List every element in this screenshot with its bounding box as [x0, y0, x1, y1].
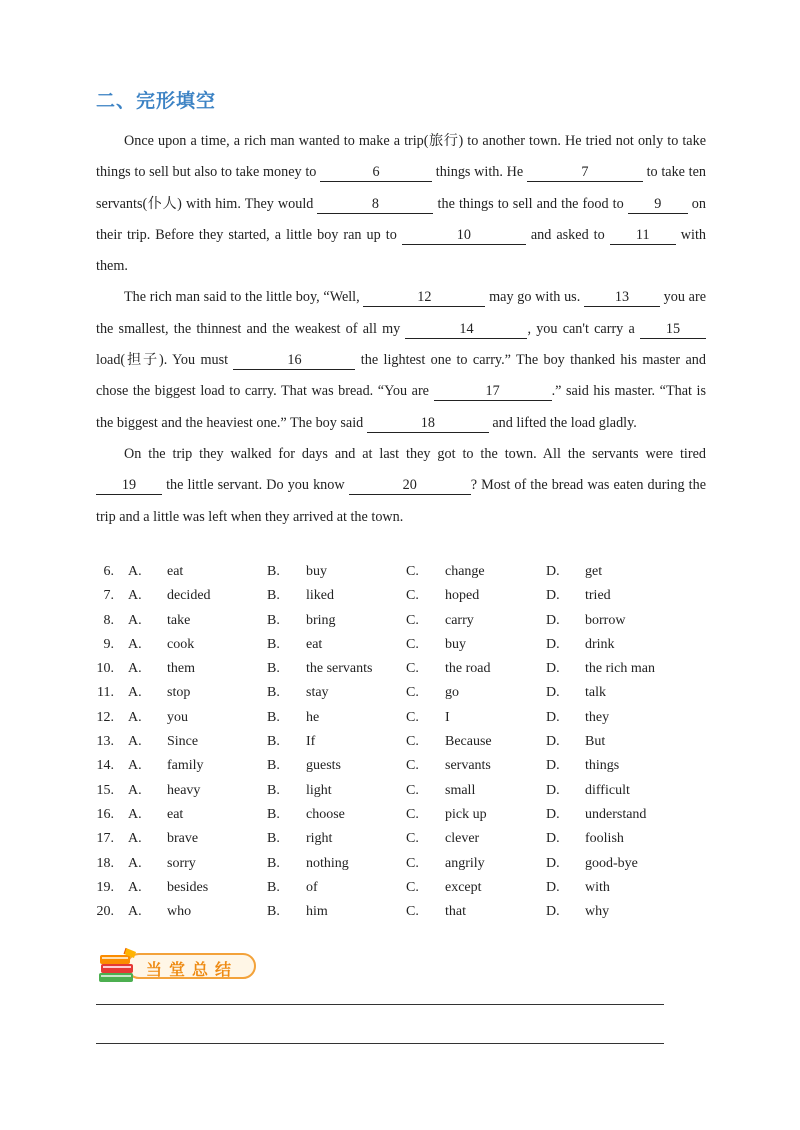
option-letter-b: B. [267, 879, 280, 895]
option-row [96, 900, 716, 924]
option-c[interactable]: I [445, 709, 450, 725]
question-number: 12. [96, 709, 114, 725]
option-letter-d: D. [546, 855, 560, 871]
option-letter-b: B. [267, 806, 280, 822]
option-c[interactable]: that [445, 904, 466, 920]
option-letter-c: C. [406, 782, 419, 798]
option-row [96, 779, 716, 803]
option-b[interactable]: nothing [306, 855, 349, 871]
option-letter-d: D. [546, 636, 560, 652]
passage-paragraph-3: On the trip they walked for days and at last they got to the town. All the servants were tired 19 the little servant. Do you know 20 ? Most of the bread was eaten during the trip and a little was left when they arrived at the town. [96, 445, 706, 525]
option-letter-b: B. [267, 758, 280, 774]
option-c[interactable]: angrily [445, 855, 485, 871]
option-letter-c: C. [406, 564, 419, 579]
option-a[interactable]: who [167, 904, 192, 920]
question-number: 20. [96, 904, 114, 920]
option-row [96, 827, 716, 851]
option-a[interactable]: stop [167, 685, 191, 701]
option-d[interactable]: why [585, 904, 610, 920]
option-letter-b: B. [267, 564, 280, 579]
option-row [96, 657, 716, 681]
option-letter-b: B. [267, 831, 280, 847]
option-letter-d: D. [546, 564, 560, 579]
option-c[interactable]: hoped [445, 588, 480, 604]
question-number: 16. [96, 806, 114, 822]
passage-paragraph-2: The rich man said to the little boy, “Well, 12 may go with us. 13 you are the smallest, the thinnest and the weakest of all my 14 , you can't carry a 15 load(担子). You must 16 the lightest one to carry.” The boy thanked his master and chose the biggest load to carry. That was bread. “You are 17 .” said his master. “That is the biggest and the heaviest one.” The boy said 18 and lifted the load gladly. [96, 289, 706, 431]
option-letter-a: A. [128, 612, 142, 628]
option-row [96, 681, 716, 705]
option-letter-a: A. [128, 806, 142, 822]
option-letter-a: A. [128, 782, 142, 798]
summary-header [96, 946, 266, 986]
option-letter-d: D. [546, 588, 560, 604]
option-letter-d: D. [546, 685, 560, 701]
option-a[interactable]: eat [167, 806, 184, 822]
option-letter-b: B. [267, 904, 280, 920]
blank-19[interactable]: 19 [96, 476, 162, 495]
option-c[interactable]: small [445, 782, 476, 798]
option-letter-c: C. [406, 734, 419, 750]
option-d[interactable]: tried [585, 588, 611, 604]
option-a[interactable]: Since [167, 734, 199, 750]
option-letter-a: A. [128, 588, 142, 604]
option-a[interactable]: you [167, 709, 188, 725]
option-b[interactable]: of [306, 879, 318, 895]
option-letter-d: D. [546, 661, 560, 677]
summary-title: 当堂总结 [146, 960, 239, 979]
option-b[interactable]: buy [306, 564, 327, 579]
option-letter-a: A. [128, 636, 142, 652]
option-letter-a: A. [128, 758, 142, 774]
option-d[interactable]: understand [585, 806, 647, 822]
blank-18[interactable]: 18 [367, 414, 489, 433]
option-letter-b: B. [267, 636, 280, 652]
option-letter-a: A. [128, 564, 142, 579]
option-letter-d: D. [546, 734, 560, 750]
option-d[interactable]: drink [585, 636, 615, 652]
option-letter-b: B. [267, 661, 280, 677]
blank-13[interactable]: 13 [584, 288, 660, 307]
question-number: 14. [96, 758, 114, 774]
blank-7[interactable]: 7 [527, 163, 643, 182]
option-a[interactable]: heavy [167, 782, 201, 798]
option-letter-d: D. [546, 709, 560, 725]
option-row [96, 633, 716, 657]
option-c[interactable]: except [445, 879, 482, 895]
option-d[interactable]: difficult [585, 782, 630, 798]
question-number: 8. [103, 612, 114, 628]
option-letter-a: A. [128, 904, 142, 920]
option-letter-c: C. [406, 661, 419, 677]
summary-write-line-1[interactable] [96, 1004, 664, 1005]
option-letter-d: D. [546, 831, 560, 847]
books-icon [96, 946, 140, 986]
option-b[interactable]: stay [306, 685, 329, 701]
option-letter-a: A. [128, 831, 142, 847]
option-letter-b: B. [267, 612, 280, 628]
option-b[interactable]: him [306, 904, 328, 920]
option-letter-c: C. [406, 709, 419, 725]
question-number: 19. [96, 879, 114, 895]
blank-11[interactable]: 11 [610, 226, 676, 245]
question-number: 7. [103, 588, 114, 604]
blank-15[interactable]: 15 [640, 320, 706, 339]
option-d[interactable]: with [585, 879, 610, 895]
option-b[interactable]: he [306, 709, 320, 725]
option-letter-b: B. [267, 782, 280, 798]
option-c[interactable]: carry [445, 612, 474, 628]
summary-write-line-2[interactable] [96, 1043, 664, 1044]
option-letter-d: D. [546, 612, 560, 628]
option-letter-b: B. [267, 709, 280, 725]
option-a[interactable]: cook [167, 636, 195, 652]
option-letter-b: B. [267, 855, 280, 871]
option-row [96, 584, 716, 608]
option-row [96, 876, 716, 900]
option-d[interactable]: borrow [585, 612, 626, 628]
option-letter-d: D. [546, 782, 560, 798]
option-d[interactable]: talk [585, 685, 606, 701]
option-c[interactable]: pick up [445, 806, 487, 822]
option-c[interactable]: buy [445, 636, 466, 652]
option-letter-a: A. [128, 855, 142, 871]
option-a[interactable]: family [167, 758, 204, 774]
question-number: 10. [96, 661, 114, 677]
option-a[interactable]: eat [167, 564, 184, 579]
option-d[interactable]: they [585, 709, 610, 725]
option-row [96, 609, 716, 633]
option-letter-c: C. [406, 855, 419, 871]
option-b[interactable]: choose [306, 806, 345, 822]
option-letter-a: A. [128, 661, 142, 677]
blank-6[interactable]: 6 [320, 163, 432, 182]
section-title: 二、完形填空 [96, 90, 217, 112]
option-b[interactable]: guests [306, 758, 341, 774]
option-letter-c: C. [406, 904, 419, 920]
option-b[interactable]: liked [306, 588, 334, 604]
option-d[interactable]: foolish [585, 831, 624, 847]
blank-9[interactable]: 9 [628, 195, 688, 214]
option-letter-d: D. [546, 879, 560, 895]
option-d[interactable]: good-bye [585, 855, 638, 871]
option-letter-c: C. [406, 879, 419, 895]
option-b[interactable]: eat [306, 636, 323, 652]
option-c[interactable]: change [445, 564, 485, 579]
option-a[interactable]: take [167, 612, 191, 628]
option-letter-d: D. [546, 806, 560, 822]
option-letter-c: C. [406, 806, 419, 822]
option-c[interactable]: clever [445, 831, 480, 847]
option-letter-b: B. [267, 685, 280, 701]
question-number: 17. [96, 831, 114, 847]
option-row [96, 730, 716, 754]
option-row [96, 560, 716, 584]
option-d[interactable]: get [585, 564, 603, 579]
blank-20[interactable]: 20 [349, 476, 471, 495]
question-number: 15. [96, 782, 114, 798]
option-letter-c: C. [406, 636, 419, 652]
option-letter-a: A. [128, 734, 142, 750]
option-letter-b: B. [267, 734, 280, 750]
blank-12[interactable]: 12 [363, 288, 485, 307]
blank-16[interactable]: 16 [233, 351, 355, 370]
option-letter-d: D. [546, 904, 560, 920]
question-number: 18. [96, 855, 114, 871]
option-row [96, 803, 716, 827]
option-a[interactable]: brave [167, 831, 199, 847]
option-b[interactable]: If [306, 734, 316, 750]
option-a[interactable]: besides [167, 879, 209, 895]
option-row [96, 852, 716, 876]
option-letter-a: A. [128, 879, 142, 895]
option-d[interactable]: the rich man [585, 661, 655, 677]
option-row [96, 754, 716, 778]
option-d[interactable]: But [585, 734, 606, 750]
option-letter-b: B. [267, 588, 280, 604]
option-letter-a: A. [128, 685, 142, 701]
option-letter-d: D. [546, 758, 560, 774]
option-a[interactable]: sorry [167, 855, 196, 871]
blank-10[interactable]: 10 [402, 226, 526, 245]
blank-17[interactable]: 17 [434, 382, 552, 401]
summary-banner [126, 953, 256, 979]
blank-14[interactable]: 14 [405, 320, 527, 339]
option-letter-a: A. [128, 709, 142, 725]
question-number: 9. [103, 636, 114, 652]
option-letter-c: C. [406, 588, 419, 604]
answer-options [96, 560, 716, 924]
option-c[interactable]: the road [445, 661, 491, 677]
option-letter-c: C. [406, 758, 419, 774]
question-number: 11. [97, 685, 114, 701]
option-a[interactable]: decided [167, 588, 211, 604]
option-b[interactable]: the servants [306, 661, 373, 677]
option-c[interactable]: servants [445, 758, 491, 774]
question-number: 13. [96, 734, 114, 750]
question-number: 6. [103, 564, 114, 579]
option-letter-c: C. [406, 685, 419, 701]
option-letter-c: C. [406, 612, 419, 628]
cloze-passage [96, 126, 706, 533]
option-b[interactable]: right [306, 831, 333, 847]
option-b[interactable]: bring [306, 612, 336, 628]
blank-8[interactable]: 8 [317, 195, 433, 214]
option-d[interactable]: things [585, 758, 620, 774]
option-row [96, 706, 716, 730]
option-b[interactable]: light [306, 782, 332, 798]
option-letter-c: C. [406, 831, 419, 847]
option-c[interactable]: go [445, 685, 459, 701]
passage-paragraph-1: Once upon a time, a rich man wanted to make a trip(旅行) to another town. He tried not only to take things to sell but also to take money to 6 things with. He 7 to take ten servants(仆人) with him. They would 8 the things to sell and the food to 9 on their trip. Before they started, a little boy ran up to 10 and asked to 11 with them. [96, 133, 707, 275]
option-a[interactable]: them [167, 661, 195, 677]
option-c[interactable]: Because [445, 734, 492, 750]
